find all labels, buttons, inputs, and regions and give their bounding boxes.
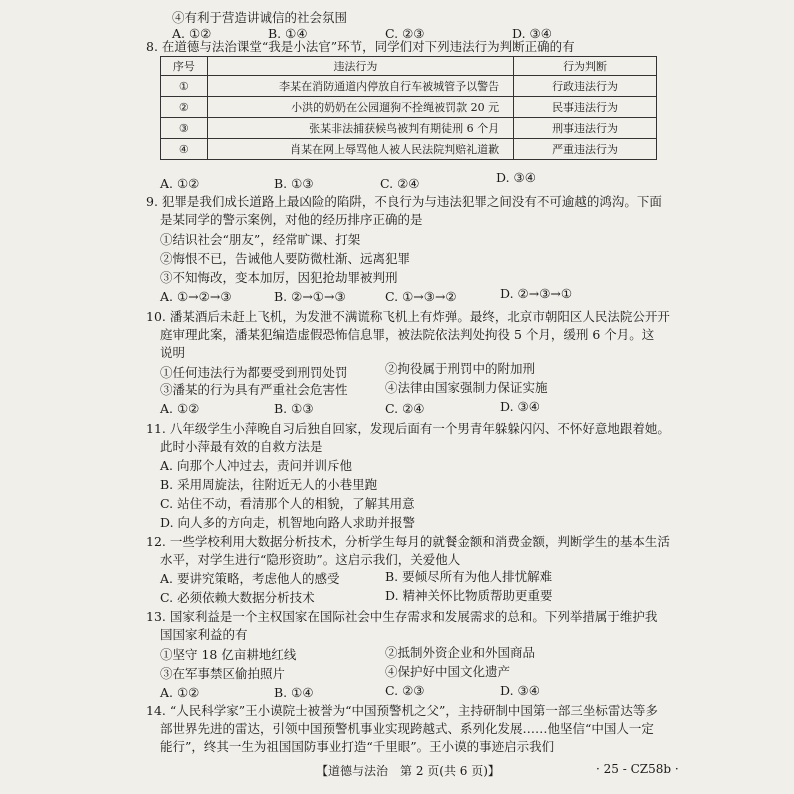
paper-code: · 25 - CZ58b · — [596, 762, 679, 776]
row-judge: 严重违法行为 — [514, 139, 657, 160]
row-act: 张某非法捕获候鸟被判有期徒刑 6 个月 — [207, 118, 513, 139]
q10-option-c: C. ②④ — [385, 401, 425, 416]
q12-option-a: A. 要讲究策略，考虑他人的感受 — [160, 571, 340, 586]
q11-option-d: D. 向人多的方向走，机智地向路人求助并报警 — [160, 515, 416, 530]
row-no: ① — [161, 76, 208, 97]
q8-table — [160, 56, 657, 160]
table-row — [161, 139, 657, 160]
q10-option-a: A. ①② — [160, 401, 200, 416]
page-footer: 【道德与法治 第 2 页(共 6 页)】 — [316, 764, 500, 778]
q10-item-1: ①任何违法行为都要受到刑罚处罚 — [160, 365, 348, 380]
q10-item-3: ③潘某的行为具有严重社会危害性 — [160, 382, 348, 397]
q9-stem-line1: 9. 犯罪是我们成长道路上最凶险的陷阱，不良行为与违法犯罪之间没有不可逾越的鸿沟。下面 — [146, 194, 662, 209]
row-judge: 民事违法行为 — [514, 97, 657, 118]
q11-stem-line2: 此时小萍最有效的自救方法是 — [160, 439, 323, 454]
q12-option-b: B. 要倾尽所有为他人排忧解难 — [385, 569, 553, 584]
q10-option-b: B. ①③ — [274, 401, 314, 416]
header-act: 违法行为 — [207, 57, 513, 76]
q9-option-c: C. ①→③→② — [385, 289, 457, 304]
row-no: ③ — [161, 118, 208, 139]
q11-stem-line1: 11. 八年级学生小萍晚自习后独自回家，发现后面有一个男青年躲躲闪闪、不怀好意地跟着她。 — [146, 421, 670, 436]
q8-option-d: D. ③④ — [496, 170, 536, 185]
q8-option-b: B. ①③ — [274, 176, 314, 191]
q11-option-c: C. 站住不动，看清那个人的相貌，了解其用意 — [160, 496, 415, 511]
row-judge: 刑事违法行为 — [514, 118, 657, 139]
q10-stem-line1: 10. 潘某酒后未赶上飞机，为发泄不满谎称飞机上有炸弹。最终，北京市朝阳区人民法院公开开 — [146, 309, 670, 324]
q9-option-b: B. ②→①→③ — [274, 289, 346, 304]
q7-option-b: B. ①④ — [268, 26, 308, 41]
table-row — [161, 97, 657, 118]
q13-item-4: ④保护好中国文化遗产 — [385, 664, 511, 679]
q13-item-3: ③在军事禁区偷拍照片 — [160, 666, 286, 681]
header-no: 序号 — [161, 57, 208, 76]
q12-option-c: C. 必须依赖大数据分析技术 — [160, 590, 315, 605]
q9-stem-line2: 是某同学的警示案例，对他的经历排序正确的是 — [160, 212, 423, 227]
q11-option-b: B. 采用周旋法，往附近无人的小巷里跑 — [160, 477, 378, 492]
q12-option-d: D. 精神关怀比物质帮助更重要 — [385, 588, 553, 603]
q12-stem-line2: 水平，对学生进行“隐形资助”。这启示我们，关爱他人 — [160, 552, 461, 567]
q13-item-2: ②抵制外资企业和外国商品 — [385, 645, 536, 660]
q13-option-a: A. ①② — [160, 685, 200, 700]
q7-item-4: ④有利于营造讲诚信的社会氛围 — [172, 10, 348, 25]
q13-item-1: ①坚守 18 亿亩耕地红线 — [160, 647, 297, 662]
q9-option-d: D. ②→③→① — [500, 286, 573, 301]
q13-stem-line1: 13. 国家利益是一个主权国家在国际社会中生存需求和发展需求的总和。下列举措属于维护我 — [146, 609, 658, 624]
q7-option-a: A. ①② — [172, 26, 212, 41]
table-header-row — [161, 57, 657, 76]
q9-item-1: ①结识社会“朋友”，经常旷课、打架 — [160, 232, 361, 247]
q7-option-c: C. ②③ — [385, 26, 425, 41]
q13-option-c: C. ②③ — [385, 683, 425, 698]
row-no: ④ — [161, 139, 208, 160]
q10-stem-line2: 庭审理此案，潘某犯编造虚假恐怖信息罪，被法院依法判处拘役 5 个月，缓刑 6 个月。这 — [160, 327, 655, 342]
q11-option-a: A. 向那个人冲过去，责问并训斥他 — [160, 458, 352, 473]
row-act: 李某在消防通道内停放自行车被城管予以警告 — [207, 76, 513, 97]
row-act: 小洪的奶奶在公园遛狗不拴绳被罚款 20 元 — [207, 97, 513, 118]
row-no: ② — [161, 97, 208, 118]
row-act: 肖某在网上辱骂他人被人民法院判赔礼道歉 — [207, 139, 513, 160]
table-row — [161, 118, 657, 139]
q9-option-a: A. ①→②→③ — [160, 289, 232, 304]
q10-item-2: ②拘役属于刑罚中的附加刑 — [385, 361, 536, 376]
q9-item-3: ③不知悔改，变本加厉，因犯抢劫罪被判刑 — [160, 270, 398, 285]
q10-option-d: D. ③④ — [500, 399, 540, 414]
q13-stem-line2: 国国家利益的有 — [160, 627, 248, 642]
q13-option-b: B. ①④ — [274, 685, 314, 700]
q14-stem-line3: 能行”，终其一生为祖国国防事业打造“千里眼”。王小谟的事迹启示我们 — [160, 739, 555, 754]
header-judge: 行为判断 — [514, 57, 657, 76]
q10-item-4: ④法律由国家强制力保证实施 — [385, 380, 548, 395]
q13-option-d: D. ③④ — [500, 683, 540, 698]
q8-option-c: C. ②④ — [380, 176, 420, 191]
q9-item-2: ②悔恨不已，告诫他人要防微杜渐、远离犯罪 — [160, 251, 411, 266]
q10-stem-line3: 说明 — [160, 345, 186, 360]
q14-stem-line1: 14. “人民科学家”王小谟院士被誉为“中国预警机之父”，主持研制中国第一部三坐标雷达等多 — [146, 703, 658, 718]
q7-option-d: D. ③④ — [512, 26, 552, 41]
q8-option-a: A. ①② — [160, 176, 200, 191]
q14-stem-line2: 部世界先进的雷达，引领中国预警机事业实现跨越式、系列化发展……他坚信“中国人一定 — [160, 721, 654, 736]
table-row — [161, 76, 657, 97]
q12-stem-line1: 12. 一些学校利用大数据分析技术，分析学生每月的就餐金额和消费金额，判断学生的基本生活 — [146, 534, 670, 549]
row-judge: 行政违法行为 — [514, 76, 657, 97]
q8-stem: 8. 在道德与法治课堂“我是小法官”环节，同学们对下列违法行为判断正确的有 — [146, 39, 575, 54]
